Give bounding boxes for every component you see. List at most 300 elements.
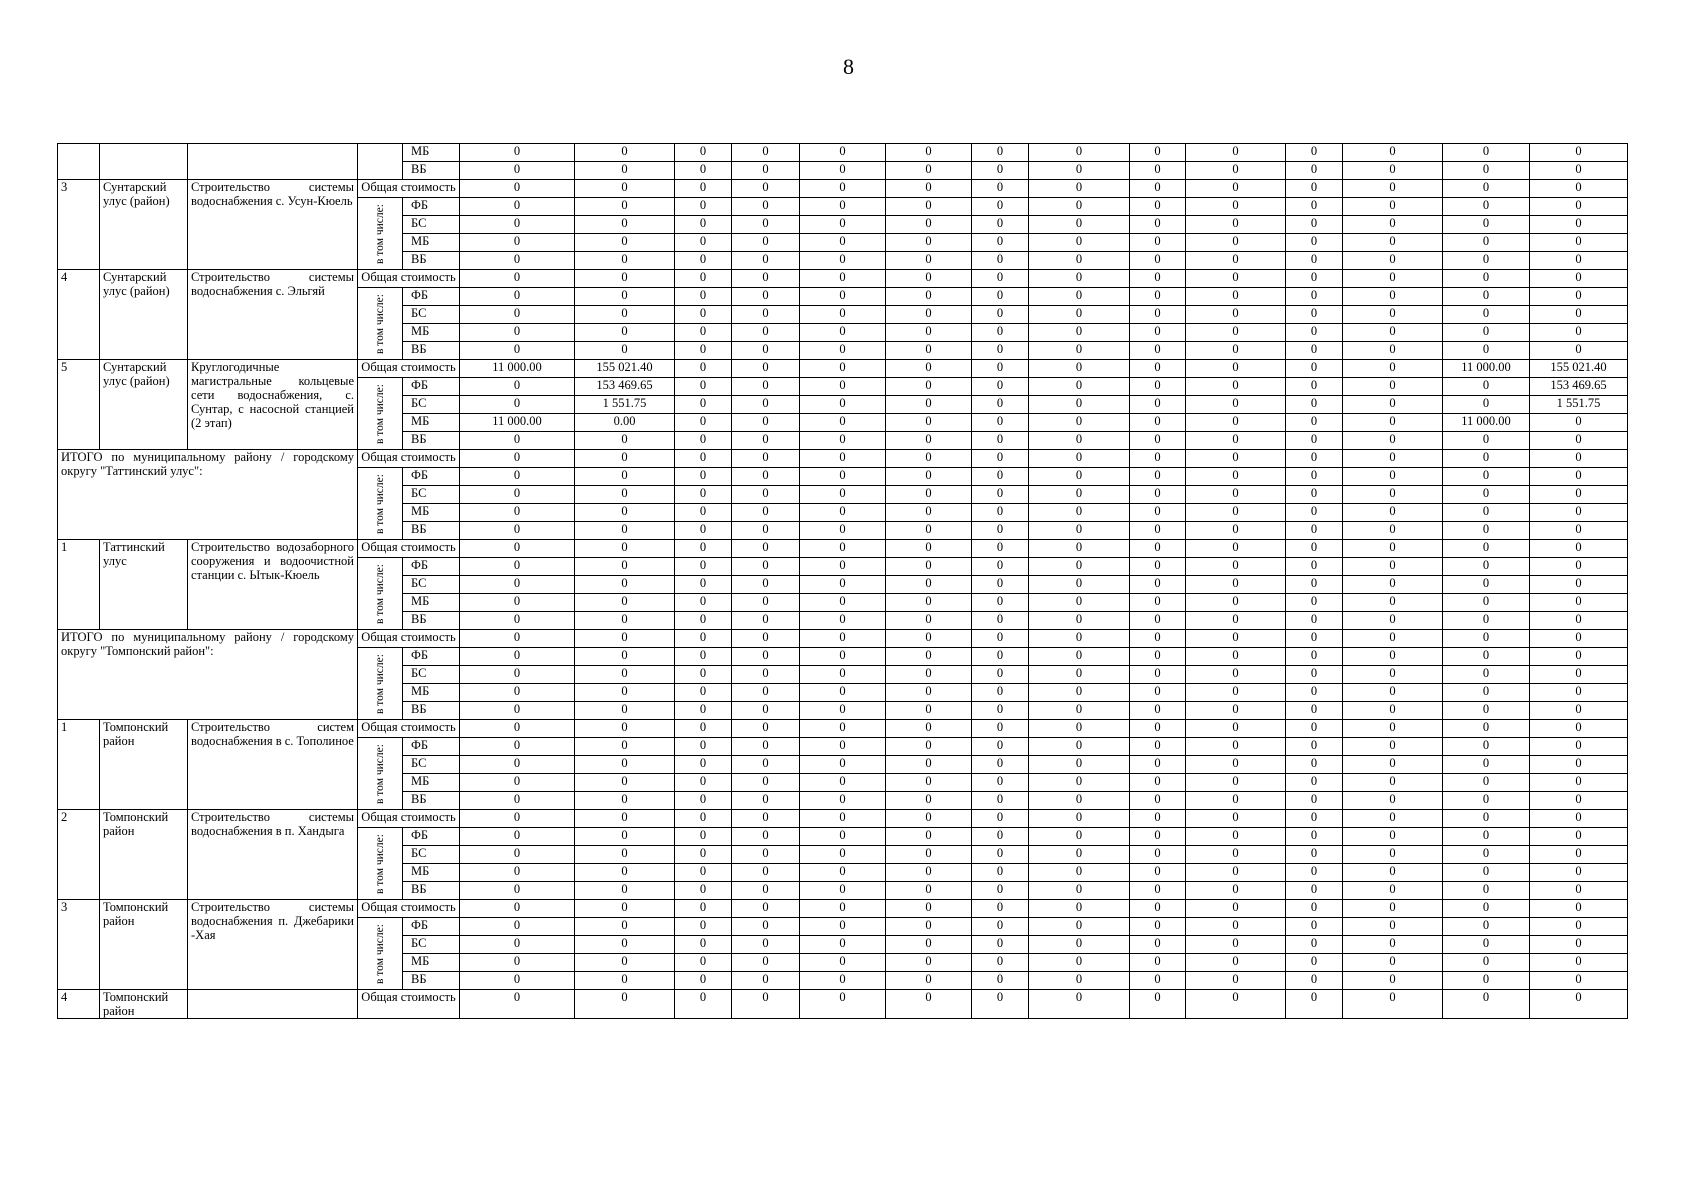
value-cell: 0 [886, 252, 972, 270]
value-cell: 0 [1186, 270, 1286, 288]
value-cell: 0 [1130, 774, 1186, 792]
value-cell: 0 [1530, 162, 1628, 180]
value-cell: 0 [1286, 648, 1343, 666]
value-cell: 0 [732, 450, 800, 468]
value-cell: 0 [1130, 342, 1186, 360]
value-cell: 0 [800, 954, 886, 972]
value-cell: 0 [1443, 288, 1530, 306]
value-cell: 0 [1186, 216, 1286, 234]
value-cell: 0 [1286, 522, 1343, 540]
value-cell: 0 [732, 360, 800, 378]
value-cell: 0 [972, 198, 1029, 216]
value-cell: 0 [575, 162, 675, 180]
value-cell: 0 [732, 594, 800, 612]
value-cell: 0 [972, 936, 1029, 954]
value-cell: 0 [1029, 540, 1130, 558]
value-cell: 0 [886, 360, 972, 378]
project-name: Строительство систем водоснабжения в с. Тополиное [188, 720, 358, 810]
value-cell: 0 [1186, 288, 1286, 306]
value-cell: 0 [886, 432, 972, 450]
value-cell: ФБ [403, 558, 460, 576]
value-cell: 0 [1530, 630, 1628, 648]
value-cell: 0 [1286, 450, 1343, 468]
value-cell: 0 [675, 576, 732, 594]
value-cell: 0 [460, 396, 575, 414]
value-cell: 0 [1029, 198, 1130, 216]
value-cell: 0 [1130, 666, 1186, 684]
value-cell: 0 [1186, 972, 1286, 990]
value-cell: БС [403, 486, 460, 504]
value-cell: 0 [675, 378, 732, 396]
value-cell: 0 [675, 270, 732, 288]
value-cell: 0 [1130, 558, 1186, 576]
value-cell: 0 [1343, 828, 1443, 846]
value-cell: 0 [1286, 162, 1343, 180]
value-cell: 0 [886, 810, 972, 828]
item-number: 5 [58, 360, 100, 450]
value-cell: 0 [1343, 990, 1443, 1019]
value-cell: 0 [1343, 900, 1443, 918]
value-cell: 0 [1343, 918, 1443, 936]
item-number: 3 [58, 900, 100, 990]
value-cell: 0 [800, 396, 886, 414]
value-cell: 0 [732, 162, 800, 180]
value-cell: 0 [1343, 252, 1443, 270]
including-label-cell [358, 828, 403, 900]
value-cell: 0 [1130, 396, 1186, 414]
value-cell: 0 [1130, 324, 1186, 342]
value-cell: 0 [800, 882, 886, 900]
including-label-cell [358, 738, 403, 810]
value-cell: ФБ [403, 828, 460, 846]
value-cell: 0 [1343, 864, 1443, 882]
including-label-box [358, 828, 402, 899]
value-cell: 0 [1286, 756, 1343, 774]
value-cell: 0 [1286, 846, 1343, 864]
value-cell: 0 [800, 648, 886, 666]
value-cell: 0 [1186, 252, 1286, 270]
value-cell: 0 [575, 594, 675, 612]
value-cell: 0 [575, 612, 675, 630]
value-cell: 0 [886, 756, 972, 774]
total-cost-label: Общая стоимость [358, 990, 460, 1019]
district-name: Сунтарский улус (район) [100, 180, 188, 270]
value-cell: 0 [1286, 900, 1343, 918]
value-cell: 0 [886, 486, 972, 504]
including-label: в том числе: [374, 563, 386, 624]
value-cell: 0 [1130, 306, 1186, 324]
value-cell: 0 [1029, 252, 1130, 270]
value-cell: 0 [1186, 378, 1286, 396]
including-label-cell [358, 558, 403, 630]
value-cell: 0 [1443, 792, 1530, 810]
value-cell: МБ [403, 864, 460, 882]
value-cell: 0 [886, 612, 972, 630]
value-cell: 0 [732, 990, 800, 1019]
value-cell: 0 [972, 144, 1029, 162]
value-cell: 0 [1343, 774, 1443, 792]
value-cell: 0 [800, 180, 886, 198]
value-cell: 0 [800, 342, 886, 360]
value-cell: 0 [1530, 306, 1628, 324]
value-cell: 0 [575, 900, 675, 918]
value-cell: 0 [972, 702, 1029, 720]
value-cell: 0 [1286, 342, 1343, 360]
value-cell: 0 [732, 738, 800, 756]
value-cell: 0 [1130, 702, 1186, 720]
value-cell: 0 [1029, 810, 1130, 828]
value-cell: 0 [460, 594, 575, 612]
value-cell: 0 [460, 540, 575, 558]
value-cell: 0 [886, 288, 972, 306]
value-cell: 0 [460, 504, 575, 522]
value-cell: 0 [1186, 432, 1286, 450]
value-cell: 0 [1286, 144, 1343, 162]
value-cell: 0 [460, 468, 575, 486]
value-cell: 0 [1130, 450, 1186, 468]
value-cell: 0 [886, 738, 972, 756]
value-cell: 0 [1443, 540, 1530, 558]
value-cell: 0 [1186, 504, 1286, 522]
value-cell: 0 [886, 234, 972, 252]
value-cell: 0 [1130, 846, 1186, 864]
value-cell: 0 [1530, 594, 1628, 612]
value-cell: 0 [1029, 900, 1130, 918]
project-row [58, 360, 1628, 378]
value-cell: 0 [732, 414, 800, 432]
value-cell: 0 [800, 612, 886, 630]
value-cell: 0 [675, 684, 732, 702]
value-cell: 0 [1530, 882, 1628, 900]
value-cell: 0 [1530, 774, 1628, 792]
value-cell: 0 [575, 558, 675, 576]
value-cell: 0 [1443, 630, 1530, 648]
value-cell: 0 [1443, 180, 1530, 198]
value-cell: 0 [1286, 594, 1343, 612]
value-cell: 0 [1186, 414, 1286, 432]
value-cell: 0 [1443, 900, 1530, 918]
value-cell: 0 [675, 648, 732, 666]
value-cell: 155 021.40 [1530, 360, 1628, 378]
value-cell: 0 [972, 288, 1029, 306]
project-name: Строительство системы водоснабжения в п. Хандыга [188, 810, 358, 900]
value-cell: 0 [1186, 144, 1286, 162]
value-cell: 11 000.00 [1443, 414, 1530, 432]
value-cell: 0 [1443, 234, 1530, 252]
value-cell: 0 [800, 252, 886, 270]
value-cell: 0 [1130, 972, 1186, 990]
value-cell: 0 [1029, 342, 1130, 360]
value-cell: 0 [1343, 450, 1443, 468]
value-cell: 0 [575, 864, 675, 882]
value-cell: 0 [1343, 648, 1443, 666]
value-cell: БС [403, 756, 460, 774]
value-cell: 0 [1186, 846, 1286, 864]
value-cell: 0 [675, 828, 732, 846]
value-cell: 0 [1186, 774, 1286, 792]
value-cell: 0 [575, 342, 675, 360]
value-cell: 11 000.00 [1443, 360, 1530, 378]
value-cell: 0 [1530, 918, 1628, 936]
value-cell: 0 [1530, 180, 1628, 198]
value-cell: 0 [1029, 918, 1130, 936]
value-cell: 0 [575, 648, 675, 666]
value-cell: 0 [886, 666, 972, 684]
value-cell: 0 [1130, 234, 1186, 252]
including-label: в том числе: [374, 293, 386, 354]
value-cell: 0 [460, 432, 575, 450]
value-cell: 0 [675, 396, 732, 414]
value-cell: 0 [886, 504, 972, 522]
value-cell: 0 [575, 738, 675, 756]
value-cell: 0 [800, 810, 886, 828]
value-cell: 0 [1343, 792, 1443, 810]
value-cell: 0 [675, 180, 732, 198]
value-cell: 0 [1443, 468, 1530, 486]
item-number: 1 [58, 720, 100, 810]
value-cell: 0 [1343, 810, 1443, 828]
value-cell: 0 [800, 828, 886, 846]
value-cell: 0 [800, 234, 886, 252]
value-cell: 0 [972, 648, 1029, 666]
value-cell: 0 [886, 846, 972, 864]
project-row [58, 990, 1628, 1019]
value-cell: 0 [1186, 792, 1286, 810]
value-cell: 0 [800, 864, 886, 882]
value-cell: 0 [732, 504, 800, 522]
including-label-box [358, 378, 402, 449]
value-cell: 0 [1130, 810, 1186, 828]
value-cell: 0 [460, 450, 575, 468]
value-cell: 0 [732, 252, 800, 270]
value-cell: 0 [1443, 198, 1530, 216]
value-cell: 0 [1530, 684, 1628, 702]
value-cell: 0 [972, 486, 1029, 504]
value-cell: 0 [732, 630, 800, 648]
page-number: 8 [843, 54, 854, 79]
value-cell: 0 [1443, 216, 1530, 234]
value-cell: 0 [460, 558, 575, 576]
value-cell: 0 [886, 648, 972, 666]
district-cell [100, 144, 188, 180]
value-cell: ВБ [403, 252, 460, 270]
value-cell: 0 [886, 216, 972, 234]
value-cell: 0 [1443, 936, 1530, 954]
value-cell: 0 [1530, 540, 1628, 558]
value-cell: 0 [1186, 864, 1286, 882]
value-cell: 0 [732, 216, 800, 234]
value-cell: 0 [1530, 972, 1628, 990]
value-cell: 0 [800, 576, 886, 594]
value-cell: 0 [1130, 432, 1186, 450]
value-cell: 0 [1530, 792, 1628, 810]
total-row [58, 450, 1628, 468]
value-cell: 0 [800, 666, 886, 684]
value-cell: 0 [675, 972, 732, 990]
value-cell: 0 [886, 972, 972, 990]
value-cell: 0 [800, 936, 886, 954]
value-cell: 0 [1530, 846, 1628, 864]
value-cell: 0 [972, 576, 1029, 594]
value-cell: 0 [1443, 738, 1530, 756]
value-cell: 0 [1343, 684, 1443, 702]
item-number: 3 [58, 180, 100, 270]
value-cell: 0 [1530, 288, 1628, 306]
value-cell: 0 [886, 144, 972, 162]
value-cell: 0 [1286, 576, 1343, 594]
value-cell: 0 [732, 864, 800, 882]
value-cell: 0 [886, 792, 972, 810]
value-cell: 0 [886, 990, 972, 1019]
value-cell: 0 [1443, 720, 1530, 738]
value-cell: 0 [575, 234, 675, 252]
value-cell: 0 [460, 180, 575, 198]
value-cell: 0 [675, 234, 732, 252]
value-cell: 0 [675, 882, 732, 900]
value-cell: 0 [675, 756, 732, 774]
value-cell: 0 [972, 396, 1029, 414]
value-cell: 0 [1286, 774, 1343, 792]
value-cell: 0 [1186, 828, 1286, 846]
num-cell [58, 144, 100, 180]
value-cell: БС [403, 666, 460, 684]
value-cell: ВБ [403, 882, 460, 900]
value-cell: 0 [1029, 846, 1130, 864]
value-cell: 0 [800, 324, 886, 342]
value-cell: 0 [1130, 738, 1186, 756]
value-cell: ВБ [403, 432, 460, 450]
value-cell: 0 [800, 216, 886, 234]
value-cell: 0 [1186, 936, 1286, 954]
value-cell: 0 [1029, 828, 1130, 846]
value-cell: 0 [1186, 540, 1286, 558]
value-cell: 0 [972, 216, 1029, 234]
total-cost-label: Общая стоимость [358, 720, 460, 738]
value-cell: 0 [972, 378, 1029, 396]
value-cell: 0 [675, 594, 732, 612]
value-cell: 0 [972, 360, 1029, 378]
value-cell: 0 [1286, 486, 1343, 504]
value-cell: 0 [575, 756, 675, 774]
value-cell: 0 [732, 900, 800, 918]
value-cell: 0 [460, 774, 575, 792]
value-cell: 0 [732, 270, 800, 288]
including-label-cell [358, 468, 403, 540]
value-cell: 0 [575, 972, 675, 990]
value-cell: 0 [1286, 216, 1343, 234]
total-cost-label: Общая стоимость [358, 270, 460, 288]
value-cell: 0 [1530, 486, 1628, 504]
value-cell: ФБ [403, 918, 460, 936]
value-cell: 0 [1029, 144, 1130, 162]
value-cell: 0 [1029, 558, 1130, 576]
project-row [58, 810, 1628, 828]
value-cell: 0 [732, 666, 800, 684]
value-cell: 0 [1343, 756, 1443, 774]
value-cell: 0 [675, 468, 732, 486]
value-cell: БС [403, 936, 460, 954]
value-cell: 0 [1186, 522, 1286, 540]
value-cell: 0 [1443, 972, 1530, 990]
value-cell: 0 [732, 558, 800, 576]
value-cell: 0 [1286, 720, 1343, 738]
value-cell: МБ [403, 774, 460, 792]
value-cell: 0 [1343, 144, 1443, 162]
value-cell: ВБ [403, 162, 460, 180]
project-row [58, 180, 1628, 198]
value-cell: 0 [1343, 324, 1443, 342]
value-cell: МБ [403, 234, 460, 252]
value-cell: 0 [732, 198, 800, 216]
value-cell: 0 [1186, 702, 1286, 720]
value-cell: 0 [1029, 414, 1130, 432]
value-cell: 0 [575, 504, 675, 522]
including-label-cell [358, 378, 403, 450]
value-cell: 0 [1286, 504, 1343, 522]
value-cell: 0 [1530, 810, 1628, 828]
value-cell: 0 [1286, 252, 1343, 270]
value-cell: 0 [1343, 432, 1443, 450]
value-cell: 0 [675, 918, 732, 936]
value-cell: 0 [1130, 882, 1186, 900]
value-cell: 0 [1130, 180, 1186, 198]
value-cell: 0.00 [575, 414, 675, 432]
value-cell: 0 [675, 324, 732, 342]
value-cell: 0 [575, 540, 675, 558]
value-cell: 0 [1443, 522, 1530, 540]
value-cell: МБ [403, 594, 460, 612]
project-row [58, 540, 1628, 558]
value-cell: 155 021.40 [575, 360, 675, 378]
value-cell: 0 [1443, 432, 1530, 450]
value-cell: 0 [575, 828, 675, 846]
value-cell: БС [403, 846, 460, 864]
value-cell: 0 [1286, 630, 1343, 648]
value-cell: МБ [403, 144, 460, 162]
value-cell: 0 [575, 720, 675, 738]
value-cell: 0 [1130, 162, 1186, 180]
value-cell: 0 [1530, 234, 1628, 252]
value-cell: 0 [1186, 450, 1286, 468]
value-cell: 0 [1530, 522, 1628, 540]
value-cell: 0 [1130, 684, 1186, 702]
value-cell: 0 [1286, 414, 1343, 432]
value-cell: 0 [1443, 810, 1530, 828]
value-cell: 0 [732, 522, 800, 540]
value-cell: 0 [1530, 558, 1628, 576]
value-cell: 0 [1286, 684, 1343, 702]
value-cell: 0 [732, 702, 800, 720]
value-cell: 0 [460, 576, 575, 594]
value-cell: 0 [1130, 288, 1186, 306]
value-cell: 0 [1286, 702, 1343, 720]
value-cell: 0 [1186, 648, 1286, 666]
value-cell: ФБ [403, 648, 460, 666]
value-cell: БС [403, 396, 460, 414]
value-cell: 0 [1130, 144, 1186, 162]
value-cell: 0 [1130, 252, 1186, 270]
value-cell: 0 [886, 540, 972, 558]
value-cell: 0 [1343, 162, 1443, 180]
value-cell: 0 [460, 936, 575, 954]
value-cell: 0 [1530, 648, 1628, 666]
value-cell: 0 [675, 216, 732, 234]
value-cell: 0 [800, 774, 886, 792]
value-cell: 0 [972, 666, 1029, 684]
value-cell: 0 [972, 432, 1029, 450]
value-cell: 0 [800, 504, 886, 522]
value-cell: 0 [675, 144, 732, 162]
